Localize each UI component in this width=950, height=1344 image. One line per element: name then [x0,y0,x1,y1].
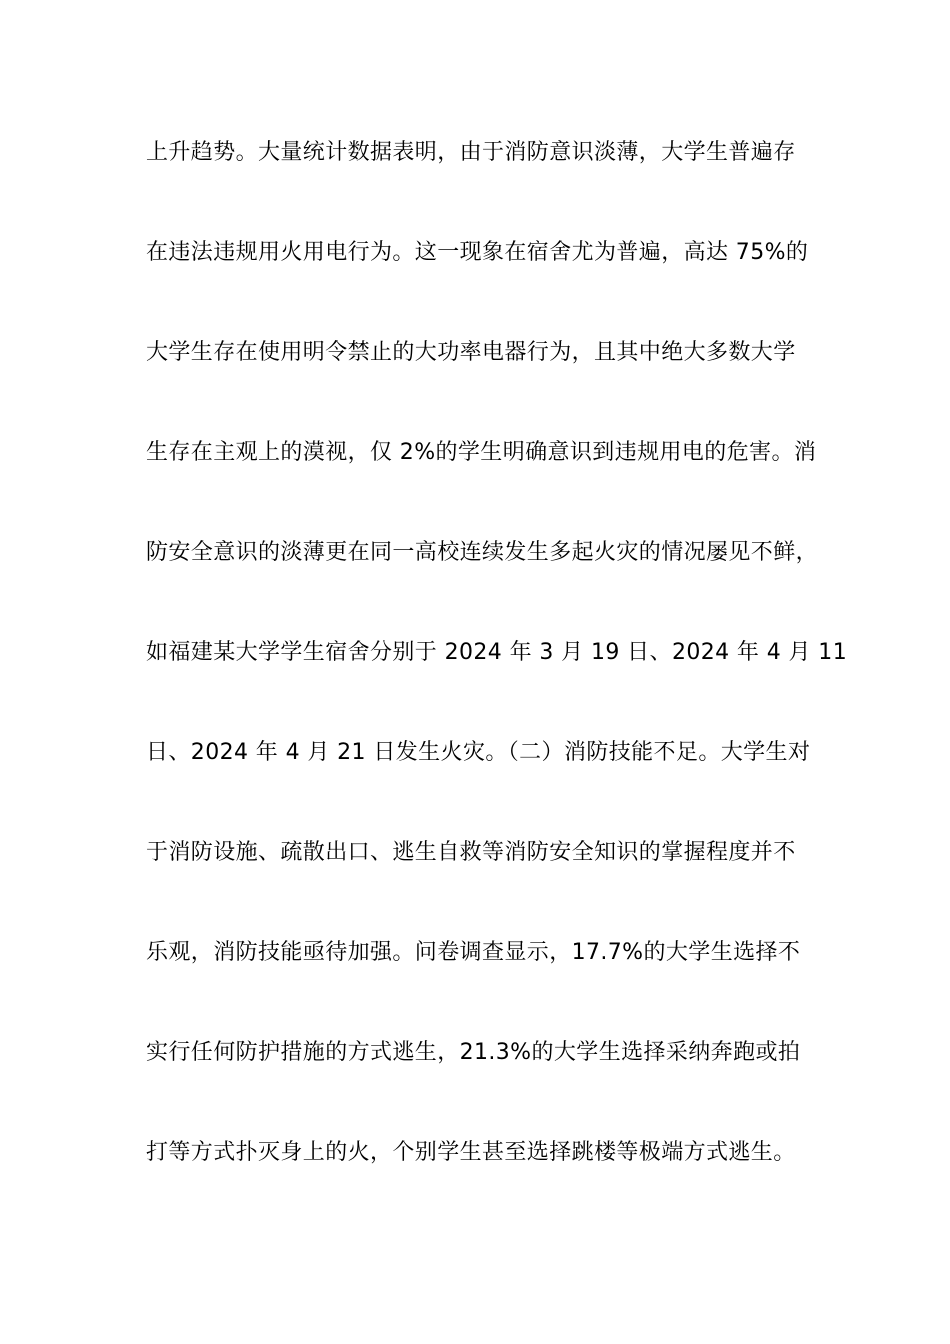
text-line: 在违法违规用火用电行为。这一现象在宿舍尤为普遍，高达 75%的 [146,240,809,265]
text-line: 大学生存在使用明令禁止的大功率电器行为，且其中绝大多数大学 [146,340,796,365]
text-line: 实行任何防护措施的方式逃生，21.3%的大学生选择采纳奔跑或拍 [146,1040,801,1065]
text-line: 打等方式扑灭身上的火，个别学生甚至选择跳楼等极端方式逃生。 [146,1140,796,1165]
text-line: 生存在主观上的漠视，仅 2%的学生明确意识到违规用电的危害。消 [146,440,817,465]
text-line: 日、2024 年 4 月 21 日发生火灾。（二）消防技能不足。大学生对 [146,740,811,765]
text-line: 上升趋势。大量统计数据表明，由于消防意识淡薄，大学生普遍存 [146,140,796,165]
body-text [146,133,848,1233]
text-line: 防安全意识的淡薄更在同一高校连续发生多起火灾的情况屡见不鲜， [146,540,819,565]
text-line: 于消防设施、疏散出口、逃生自救等消防安全知识的掌握程度并不 [146,840,796,865]
text-line: 如福建某大学学生宿舍分别于 2024 年 3 月 19 日、2024 年 4 月 11 [146,640,848,665]
text-line: 乐观，消防技能亟待加强。问卷调查显示，17.7%的大学生选择不 [146,940,801,965]
